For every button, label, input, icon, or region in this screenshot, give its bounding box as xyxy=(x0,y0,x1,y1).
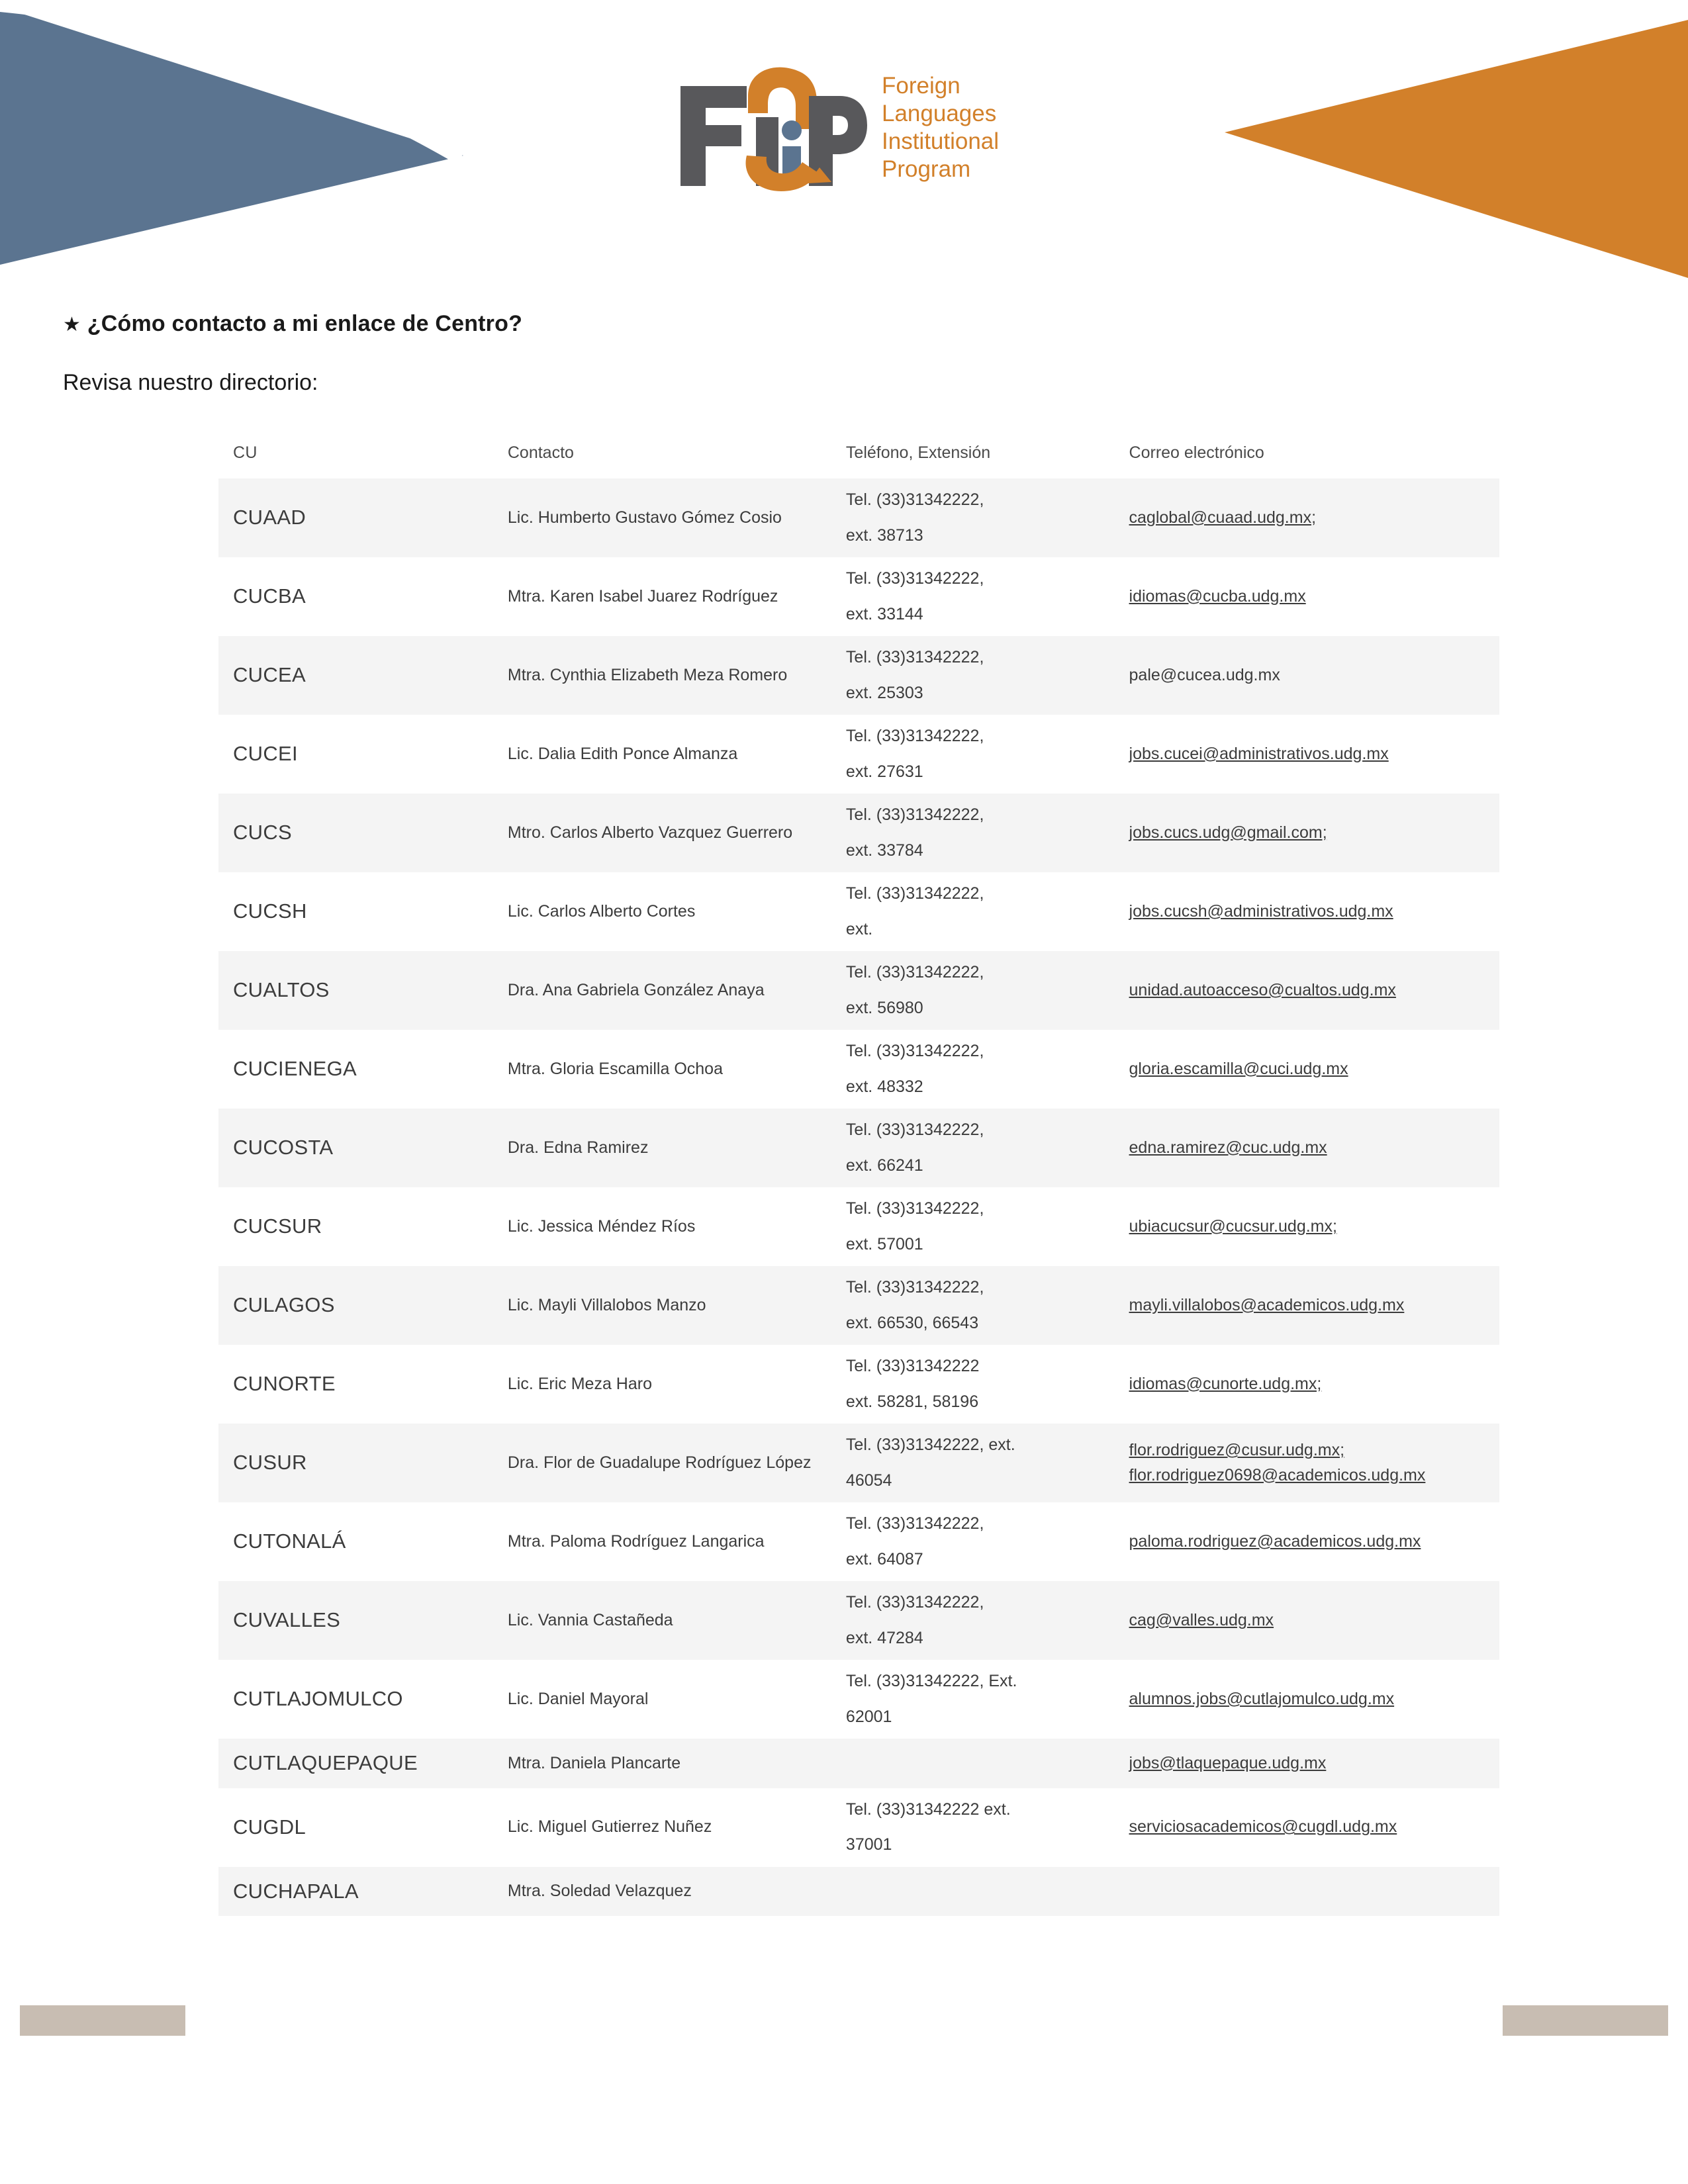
telefono-line-1: Tel. (33)31342222, xyxy=(845,648,984,666)
cell-correo xyxy=(1115,1345,1499,1424)
table-row xyxy=(218,1739,1499,1788)
cell-contacto: Dra. Ana Gabriela González Anaya xyxy=(507,980,765,999)
cell-cu: CUCS xyxy=(233,821,293,844)
telefono-line-1: Tel. (33)31342222, xyxy=(845,1278,984,1297)
cell-correo xyxy=(1115,794,1499,872)
table-row xyxy=(218,557,1499,636)
cell-correo xyxy=(1115,1660,1499,1739)
telefono-line-2: ext. 66530, 66543 xyxy=(845,1313,979,1332)
cell-contacto: Lic. Vannia Castañeda xyxy=(507,1610,673,1629)
cell-telefono xyxy=(831,1581,1115,1660)
email-link-secondary[interactable]: flor.rodriguez0698@academicos.udg.mx xyxy=(1129,1465,1426,1484)
table-row xyxy=(218,636,1499,715)
telefono-line-1: Tel. (33)31342222, xyxy=(845,1593,984,1612)
cell-cu: CUCOSTA xyxy=(233,1136,334,1160)
question-heading-text: ¿Cómo contacto a mi enlace de Centro? xyxy=(87,311,523,336)
email-link[interactable]: flor.rodriguez@cusur.udg.mx; xyxy=(1129,1441,1345,1459)
email-link[interactable]: jobs.cucei@administrativos.udg.mx xyxy=(1129,744,1389,763)
cell-correo xyxy=(1115,872,1499,951)
cell-telefono xyxy=(831,557,1115,636)
cell-telefono xyxy=(831,872,1115,951)
cell-correo xyxy=(1115,1581,1499,1660)
cell-telefono xyxy=(831,1030,1115,1109)
footer-bar-right-decoration xyxy=(1503,2005,1668,2036)
table-body xyxy=(218,478,1499,1916)
cell-correo xyxy=(1115,1424,1499,1502)
column-header-contacto: Contacto xyxy=(507,443,574,462)
cell-correo xyxy=(1115,1030,1499,1109)
cell-correo xyxy=(1115,1739,1499,1788)
cell-cu: CUSUR xyxy=(233,1451,307,1475)
logo-line-languages: Languages xyxy=(882,100,997,126)
cell-cu: CUCEA xyxy=(233,663,306,687)
cell-contacto: Mtro. Carlos Alberto Vazquez Guerrero xyxy=(507,823,793,842)
cell-correo xyxy=(1115,715,1499,794)
cell-contacto: Mtra. Soledad Velazquez xyxy=(507,1882,692,1900)
cell-contacto: Lic. Humberto Gustavo Gómez Cosio xyxy=(507,508,782,527)
contacts-directory-table xyxy=(218,437,1499,1916)
cell-telefono xyxy=(831,1266,1115,1345)
telefono-line-2: ext. 27631 xyxy=(845,762,923,781)
cell-correo xyxy=(1115,1187,1499,1266)
cell-cu: CUCIENEGA xyxy=(233,1057,357,1081)
email-link[interactable]: idiomas@cunorte.udg.mx; xyxy=(1129,1374,1322,1393)
cell-telefono xyxy=(831,1502,1115,1581)
cell-telefono xyxy=(831,794,1115,872)
column-header-correo: Correo electrónico xyxy=(1129,443,1264,462)
telefono-line-2: ext. 64087 xyxy=(845,1549,923,1569)
telefono-line-2: ext. 25303 xyxy=(845,683,923,702)
cell-telefono xyxy=(831,715,1115,794)
cell-cu: CUVALLES xyxy=(233,1608,341,1632)
cell-cu: CUTLAJOMULCO xyxy=(233,1687,403,1711)
telefono-line-2: ext. 66241 xyxy=(845,1156,923,1175)
telefono-line-2: ext. 38713 xyxy=(845,525,923,545)
telefono-line-2: ext. 56980 xyxy=(845,998,923,1017)
document-body xyxy=(0,311,1688,1903)
cell-correo xyxy=(1115,1788,1499,1867)
cell-telefono xyxy=(831,1345,1115,1424)
footer-bar-left-decoration xyxy=(20,2005,185,2036)
cell-cu: CUCBA xyxy=(233,584,306,608)
table-row xyxy=(218,1788,1499,1867)
cell-contacto: Dra. Flor de Guadalupe Rodríguez López xyxy=(507,1453,812,1472)
telefono-line-1: Tel. (33)31342222, ext. xyxy=(845,1435,1015,1454)
flip-logo-mark-icon xyxy=(669,56,867,199)
cell-cu: CULAGOS xyxy=(233,1293,335,1317)
email-link[interactable]: edna.ramirez@cuc.udg.mx xyxy=(1129,1138,1327,1157)
flip-logo-wordmark xyxy=(882,72,999,183)
telefono-line-2: ext. xyxy=(845,919,873,938)
cell-correo xyxy=(1115,1502,1499,1581)
cell-telefono xyxy=(831,478,1115,557)
email-link[interactable]: paloma.rodriguez@academicos.udg.mx xyxy=(1129,1531,1421,1551)
telefono-line-1: Tel. (33)31342222 xyxy=(845,1357,980,1375)
cell-correo xyxy=(1115,1266,1499,1345)
telefono-line-1: Tel. (33)31342222, xyxy=(845,1120,984,1139)
table-row xyxy=(218,1030,1499,1109)
cell-contacto: Lic. Eric Meza Haro xyxy=(507,1374,652,1393)
cell-contacto: Lic. Mayli Villalobos Manzo xyxy=(507,1295,706,1314)
header-swoosh-right-decoration xyxy=(1225,20,1688,298)
table-row xyxy=(218,1424,1499,1502)
cell-correo xyxy=(1115,951,1499,1030)
email-link[interactable]: idiomas@cucba.udg.mx xyxy=(1129,586,1306,606)
table-header xyxy=(218,437,1499,478)
cell-contacto: Mtra. Cynthia Elizabeth Meza Romero xyxy=(507,665,788,684)
cell-contacto: Mtra. Karen Isabel Juarez Rodríguez xyxy=(507,586,778,606)
email-link[interactable]: unidad.autoacceso@cualtos.udg.mx xyxy=(1129,980,1396,999)
table-row xyxy=(218,872,1499,951)
cell-cu: CUCEI xyxy=(233,742,298,766)
table-row xyxy=(218,1187,1499,1266)
subtitle-text: Revisa nuestro directorio: xyxy=(63,370,318,395)
telefono-line-2: ext. 33144 xyxy=(845,604,923,623)
cell-telefono xyxy=(831,1424,1115,1502)
cell-cu: CUNORTE xyxy=(233,1372,336,1396)
telefono-line-1: Tel. (33)31342222, xyxy=(845,884,984,903)
column-header-cu: CU xyxy=(233,443,258,462)
email-link[interactable]: caglobal@cuaad.udg.mx; xyxy=(1129,508,1317,527)
email-link[interactable]: jobs@tlaquepaque.udg.mx xyxy=(1129,1753,1327,1772)
cell-correo xyxy=(1115,557,1499,636)
email-link[interactable]: cag@valles.udg.mx xyxy=(1129,1610,1274,1629)
telefono-line-2: ext. 58281, 58196 xyxy=(845,1392,979,1411)
cell-contacto: Lic. Daniel Mayoral xyxy=(507,1689,649,1708)
cell-cu: CUTONALÁ xyxy=(233,1529,346,1553)
cell-correo xyxy=(1115,478,1499,557)
cell-correo xyxy=(1115,636,1499,715)
cell-correo xyxy=(1115,1867,1499,1917)
cell-cu: CUAAD xyxy=(233,506,306,529)
table-row xyxy=(218,1502,1499,1581)
email-link[interactable]: jobs.cucs.udg@gmail.com; xyxy=(1129,823,1327,842)
table-row xyxy=(218,1266,1499,1345)
cell-contacto: Dra. Edna Ramirez xyxy=(507,1138,649,1157)
email-link[interactable]: jobs.cucsh@administrativos.udg.mx xyxy=(1129,901,1393,921)
telefono-line-2: 37001 xyxy=(845,1835,892,1854)
star-icon: ★ xyxy=(63,314,81,336)
email-link: pale@cucea.udg.mx xyxy=(1129,665,1280,684)
cell-cu: CUGDL xyxy=(233,1815,306,1839)
cell-contacto: Lic. Dalia Edith Ponce Almanza xyxy=(507,744,738,763)
email-link[interactable]: mayli.villalobos@academicos.udg.mx xyxy=(1129,1295,1405,1314)
logo-line-institutional: Institutional xyxy=(882,128,1000,154)
header-swoosh-left-decoration xyxy=(0,0,477,278)
email-link[interactable]: serviciosacademicos@cugdl.udg.mx xyxy=(1129,1817,1397,1837)
telefono-line-1: Tel. (33)31342222 ext. xyxy=(845,1799,1011,1819)
telefono-line-1: Tel. (33)31342222, xyxy=(845,963,984,981)
telefono-line-2: 62001 xyxy=(845,1707,892,1726)
table-row xyxy=(218,794,1499,872)
table-row xyxy=(218,1345,1499,1424)
cell-contacto: Mtra. Gloria Escamilla Ochoa xyxy=(507,1059,723,1078)
table-row xyxy=(218,1867,1499,1917)
cell-telefono xyxy=(831,1867,1115,1917)
telefono-line-2: ext. 33784 xyxy=(845,841,923,860)
telefono-line-1: Tel. (33)31342222, xyxy=(845,727,984,745)
table-row xyxy=(218,1109,1499,1187)
telefono-line-2: 46054 xyxy=(845,1471,892,1490)
cell-cu: CUALTOS xyxy=(233,978,330,1002)
table-row xyxy=(218,1660,1499,1739)
logo-line-program: Program xyxy=(882,156,971,182)
cell-telefono xyxy=(831,1660,1115,1739)
cell-contacto: Mtra. Daniela Plancarte xyxy=(507,1753,681,1772)
cell-telefono xyxy=(831,1739,1115,1788)
page-header xyxy=(0,0,1688,301)
table-row xyxy=(218,951,1499,1030)
email-link[interactable]: gloria.escamilla@cuci.udg.mx xyxy=(1129,1059,1348,1078)
cell-contacto: Lic. Carlos Alberto Cortes xyxy=(507,901,696,921)
telefono-line-2: ext. 47284 xyxy=(845,1628,923,1647)
telefono-line-1: Tel. (33)31342222, xyxy=(845,490,984,509)
cell-contacto: Lic. Miguel Gutierrez Nuñez xyxy=(507,1817,712,1837)
telefono-line-1: Tel. (33)31342222, xyxy=(845,1042,984,1060)
cell-contacto: Mtra. Paloma Rodríguez Langarica xyxy=(507,1531,765,1551)
telefono-line-1: Tel. (33)31342222, xyxy=(845,805,984,824)
cell-cu: CUCSH xyxy=(233,899,307,923)
cell-correo xyxy=(1115,1109,1499,1187)
logo-line-foreign: Foreign xyxy=(882,72,961,99)
cell-cu: CUCHAPALA xyxy=(233,1879,359,1903)
column-header-telefono: Teléfono, Extensión xyxy=(845,443,991,462)
telefono-line-1: Tel. (33)31342222, xyxy=(845,569,984,588)
cell-contacto: Lic. Jessica Méndez Ríos xyxy=(507,1216,696,1236)
telefono-line-1: Tel. (33)31342222, xyxy=(845,1514,984,1533)
cell-telefono xyxy=(831,951,1115,1030)
telefono-line-2: ext. 48332 xyxy=(845,1077,923,1096)
cell-telefono xyxy=(831,1187,1115,1266)
email-link[interactable]: ubiacucsur@cucsur.udg.mx; xyxy=(1129,1216,1337,1236)
table-row xyxy=(218,715,1499,794)
flip-logo xyxy=(669,56,999,199)
telefono-line-1: Tel. (33)31342222, xyxy=(845,1199,984,1218)
cell-telefono xyxy=(831,1788,1115,1867)
email-link[interactable]: alumnos.jobs@cutlajomulco.udg.mx xyxy=(1129,1689,1395,1708)
cell-telefono xyxy=(831,636,1115,715)
table-row xyxy=(218,478,1499,557)
table-header-row xyxy=(218,437,1499,478)
telefono-line-2: ext. 57001 xyxy=(845,1234,923,1253)
cell-telefono xyxy=(831,1109,1115,1187)
table-row xyxy=(218,1581,1499,1660)
question-heading xyxy=(63,311,1688,337)
telefono-line-1: Tel. (33)31342222, Ext. xyxy=(845,1672,1017,1690)
cell-cu: CUTLAQUEPAQUE xyxy=(233,1751,418,1774)
cell-cu: CUCSUR xyxy=(233,1214,322,1238)
